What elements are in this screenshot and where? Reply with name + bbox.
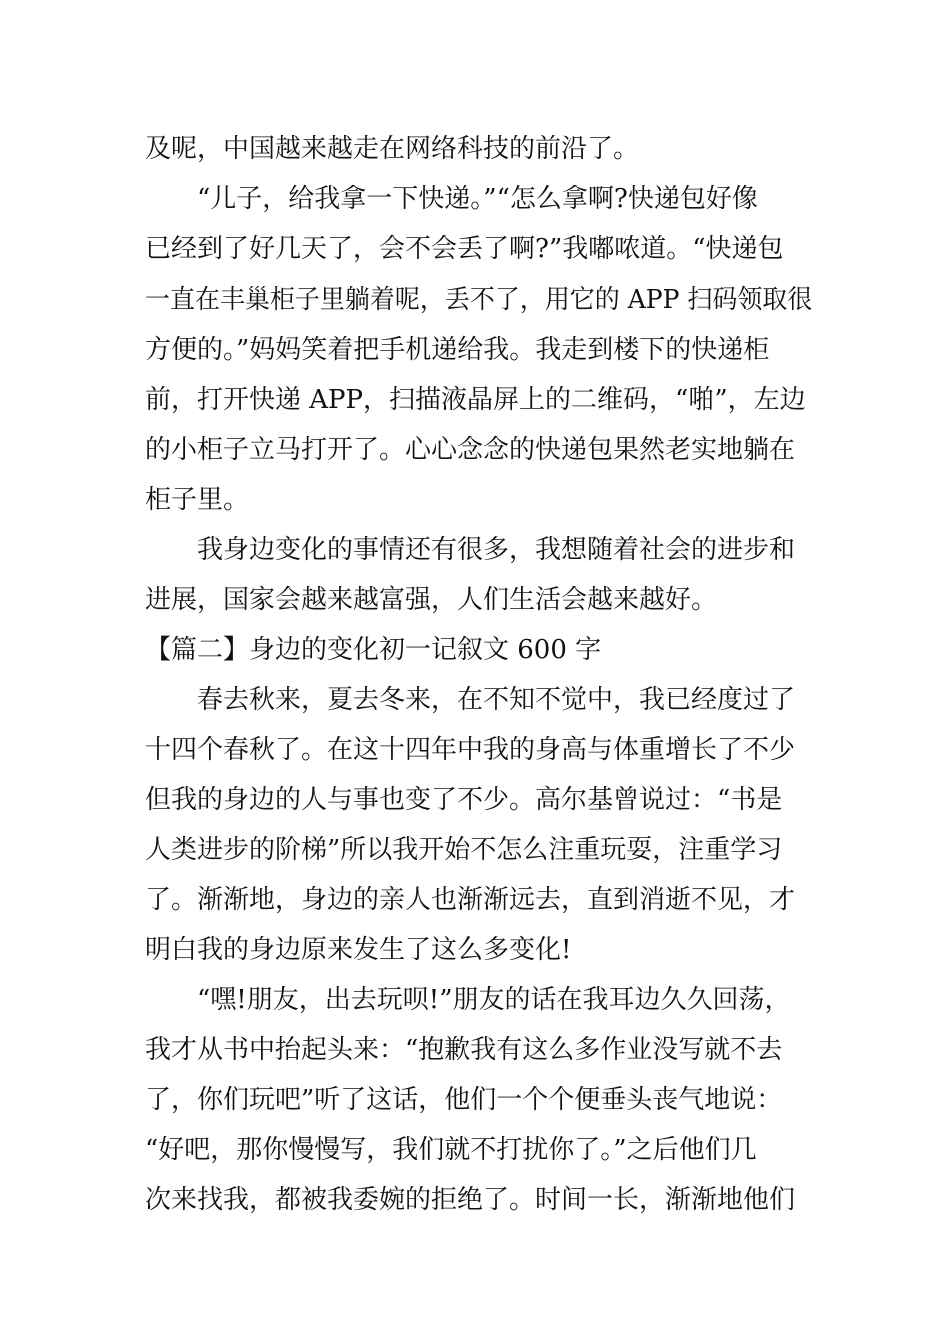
text-line: 但我的身边的人与事也变了不少。高尔基曾说过：“书是 [145, 785, 783, 815]
paragraph-first-line: “儿子，给我拿一下快递。”“怎么拿啊?快递包好像 [197, 184, 758, 214]
paragraph-first-line: 春去秋来，夏去冬来，在不知不觉中，我已经度过了 [197, 685, 796, 715]
text-line: 我才从书中抬起头来：“抱歉我有这么多作业没写就不去 [145, 1035, 783, 1065]
text-line: 十四个春秋了。在这十四年中我的身高与体重增长了不少 [145, 735, 796, 765]
text-line: 的小柜子立马打开了。心心念念的快递包果然老实地躺在 [145, 435, 796, 465]
section-heading: 【篇二】身边的变化初一记叙文 600 字 [145, 635, 602, 665]
paragraph-first-line: 我身边变化的事情还有很多，我想随着社会的进步和 [197, 535, 796, 565]
text-line: 次来找我，都被我委婉的拒绝了。时间一长，渐渐地他们 [145, 1185, 796, 1215]
text-line: 人类进步的阶梯”所以我开始不怎么注重玩耍，注重学习 [145, 835, 783, 865]
paragraph-first-line: “嘿!朋友，出去玩呗!”朋友的话在我耳边久久回荡， [197, 985, 791, 1015]
text-line: 明白我的身边原来发生了这么多变化! [145, 935, 572, 965]
text-line: 及呢，中国越来越走在网络科技的前沿了。 [145, 134, 640, 164]
text-line: 已经到了好几天了，会不会丢了啊?”我嘟哝道。“快递包 [145, 234, 784, 264]
text-line: 了，你们玩吧”听了这话，他们一个个便垂头丧气地说： [145, 1085, 783, 1115]
text-line: 柜子里。 [145, 485, 250, 515]
text-line: 前，打开快递 APP，扫描液晶屏上的二维码，“啪”，左边 [145, 385, 806, 415]
text-line: 进展，国家会越来越富强，人们生活会越来越好。 [145, 585, 718, 615]
text-line: 一直在丰巢柜子里躺着呢，丢不了，用它的 APP 扫码领取很 [145, 285, 813, 315]
text-line: 了。渐渐地，身边的亲人也渐渐远去，直到消逝不见，才 [145, 885, 796, 915]
text-line: “好吧，那你慢慢写，我们就不打扰你了。”之后他们几 [145, 1135, 757, 1165]
text-line: 方便的。”妈妈笑着把手机递给我。我走到楼下的快递柜 [145, 335, 770, 365]
